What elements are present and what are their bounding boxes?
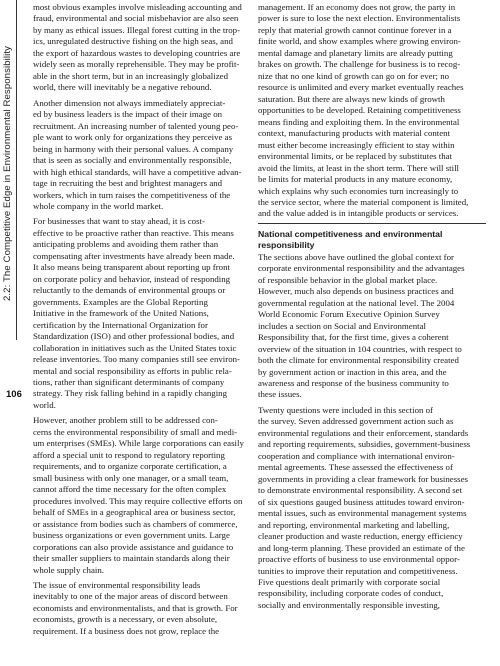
text-line: governments. Examples are the Global Reporting [33, 296, 208, 307]
text-line: on corporate policy and behavior, instead of responding [33, 273, 231, 284]
text-line: governments in providing a clear framework for businesses [258, 473, 468, 484]
text-line: be limits for material products in any mature economy, [258, 174, 453, 185]
text-line: recruitment. An increasing number of talented young peo- [33, 120, 239, 131]
page-number: 106 [6, 389, 22, 400]
text-line: and reporting, environmental marketing and labelling, [258, 519, 450, 530]
text-line: effective to be proactive rather than reactive. This means [33, 227, 234, 238]
text-line: mental issues, such as environmental management systems [258, 508, 467, 519]
text-line: tions, rather than significant determinants of company [33, 377, 225, 387]
section-heading [258, 229, 486, 252]
text-line: and reporting requirements, subsidies, government-business [258, 439, 471, 450]
text-line: The issue of environmental responsibility leads [33, 579, 201, 590]
text-line: mental agreements. These assessed the effectiveness of [258, 462, 453, 473]
text-line: the survey. Seven addressed government action such as [258, 416, 454, 427]
text-line: world, there will inevitably be a negative rebound. [33, 82, 212, 93]
text-line: the service sector, where the material component is limited, [258, 196, 469, 207]
text-line: release inventories. Too many companies still see environ- [33, 354, 240, 365]
text-line: requirement. If a business does not grow, replace the [33, 625, 220, 636]
text-line: corporate environmental responsibility and the advantages [258, 263, 465, 274]
text-line: Initiative in the framework of the United Nations, [33, 308, 209, 319]
text-line: Five questions dealt primarily with corporate social [258, 576, 441, 587]
text-line: environmental regulations and their enforcement, standards [258, 427, 469, 438]
text-line: inevitably to one of the major areas of discord between [33, 591, 228, 602]
text-line: overview of the situation in 104 countries, with respect to [258, 343, 462, 354]
text-line: saturation. But there are always new kinds of growth [258, 93, 445, 104]
text-line: whole company in the world market. [33, 200, 164, 211]
text-line: governmental regulation at the national level. The 2004 [258, 297, 455, 308]
text-line: procedures involved. This may require collective efforts on [33, 495, 243, 506]
text-line: the export of hazardous wastes to developing countries are [33, 47, 241, 58]
text-line: and long-term planning. These provided an estimate of the [258, 542, 465, 553]
text-line: environmental limits, or be replaced by substitutes that [258, 151, 453, 162]
text-line: opportunities to be developed. Retaining competitiveness [258, 105, 461, 116]
text-line: mental and social responsibility as efforts in public rela- [33, 365, 232, 376]
text-line: small business with only one manager, or a small team, [33, 472, 229, 483]
right-column-top-text [258, 2, 486, 220]
text-line: corporations can also provide assistance and guidance to [33, 541, 234, 552]
text-line: or assistance from bodies such as chambers of commerce, [33, 518, 238, 529]
text-line: cleaner production and waste reduction, energy efficiency [258, 531, 463, 542]
running-head [1, 8, 14, 338]
text-line: of responsible behavior in the global market place. [258, 274, 438, 285]
text-line: socially and environmentally responsible investing, [258, 599, 440, 610]
text-line: anticipating problems and avoiding them rather than [33, 239, 219, 250]
right-column-bottom-text [258, 252, 486, 612]
text-line: that is seen as socially and environmentally responsible, [33, 155, 232, 166]
text-line: power is sure to lose the next election. Environmentalists [258, 13, 461, 24]
section-heading-line: National competitiveness and environmental [258, 228, 443, 239]
text-line: requirements, and to organize corporate certification, a [33, 461, 227, 472]
text-line: whole supply chain. [33, 564, 104, 575]
text-line: being in harmony with their personal values. A company [33, 143, 234, 154]
text-line: cannot afford the time necessary for the often complex [33, 484, 227, 495]
text-line: cooperation and compliance with international environ- [258, 450, 455, 461]
text-line: their smaller suppliers to maintain standards along their [33, 553, 230, 564]
text-line: must either become increasingly efficient to stay within [258, 139, 455, 150]
text-line: compensating after investments have already been made. [33, 250, 235, 261]
text-line: able in the short term, but in an increasingly globalized [33, 70, 228, 81]
text-line: Twenty questions were included in this section of [258, 404, 433, 415]
text-line: to demonstrate environmental responsibility. A second set [258, 485, 463, 496]
text-line: by government action or inaction in this area, and the [258, 366, 447, 377]
text-line: ple want to work only for organizations they perceive as [33, 132, 233, 143]
text-line: which explains why such economies turn increasingly to [258, 185, 459, 196]
text-line: includes a section on Social and Environmental [258, 320, 426, 331]
text-line: proactive efforts of business to use environmental oppor- [258, 554, 460, 565]
left-column [33, 2, 245, 637]
text-line: finite world, and show examples where growing environ- [258, 36, 461, 47]
section-divider [258, 223, 486, 224]
text-line: and the value added is in intangible products or services. [258, 208, 459, 219]
text-line: cerns the environmental responsibility of small and medi- [33, 426, 238, 437]
text-line: fraud, environmental and social misbehavior are also seen [33, 13, 239, 24]
text-line: However, much also depends on business practices and [258, 286, 454, 297]
margin-rule [16, 0, 17, 340]
text-line: ics, unregulated destructive fishing on the high seas, and [33, 36, 233, 47]
text-line: tunities to improve their reputation and competitiveness. [258, 565, 458, 576]
text-line: reply that material growth cannot continue forever in a [258, 24, 452, 35]
text-line: both the climate for environmental responsibility created [258, 355, 459, 366]
text-line: tage in recruiting the best and brightest managers and [33, 178, 223, 189]
text-line: by many as ethical issues. Illegal forest cutting in the trop- [33, 24, 241, 35]
text-line: world. [33, 399, 56, 410]
text-line: certification by the International Organization for [33, 319, 208, 330]
text-line: mental damage and planetary limits are already putting [258, 47, 453, 58]
text-line: brakes on growth. The challenge for business is to recog- [258, 59, 461, 70]
text-line: Standardization (ISO) and other professional bodies, and [33, 331, 235, 342]
text-line: means finding and exploiting them. In the environmental [258, 116, 460, 127]
text-line: workers, which in turn raises the competitiveness of the [33, 189, 231, 200]
text-line: afford a special unit to respond to regulatory reporting [33, 449, 225, 460]
running-head-text: 2.2: The Competitive Edge in Environmental Responsibility [2, 45, 13, 301]
text-line: widely seen as morally reprehensible. They may be profit- [33, 59, 240, 70]
text-line: resource is unlimited and every market eventually reaches [258, 82, 464, 93]
right-column [258, 2, 486, 611]
text-line: context, manufacturing products with material content [258, 128, 451, 139]
text-line: with high ethical standards, will have a competitive advan- [33, 166, 242, 177]
text-line: these issues. [258, 389, 302, 400]
text-line: responsibility, including corporate codes of conduct, [258, 588, 444, 599]
section-heading-line: responsibility [258, 240, 315, 251]
text-line: business organizations or even government units. Large [33, 530, 230, 541]
text-line: World Economic Forum Executive Opinion Survey [258, 309, 440, 320]
text-line: ed by business leaders is the impact of their image on [33, 109, 223, 120]
text-line: avoid the limits, at least in the short term. There will still [258, 162, 459, 173]
text-line: collaboration in initiatives such as the United States toxic [33, 342, 237, 353]
text-line: behalf of SMEs in a geographical area or business sector, [33, 507, 236, 518]
text-line: most obvious examples involve misleading accounting and [33, 2, 242, 12]
text-line: However, another problem still to be addressed con- [33, 415, 218, 426]
text-line: strategy. They risk falling behind in a rapidly changing [33, 388, 228, 399]
text-line: It also means being transparent about reporting up front [33, 262, 230, 273]
text-line: management. If an economy does not grow, the party in [258, 2, 456, 12]
text-line: awareness and response of the business community to [258, 378, 449, 388]
text-line: For businesses that want to stay ahead, it is cost- [33, 216, 205, 227]
text-line: Another dimension not always immediately appreciat- [33, 97, 226, 108]
text-line: reluctantly to the demands of environmental groups or [33, 285, 226, 296]
text-line: um enterprises (SMEs). While large corporations can easily [33, 438, 244, 449]
text-line: of six questions gauged business attitudes toward environ- [258, 496, 465, 507]
text-line: economists and environmentalists, and that is growth. For [33, 602, 238, 613]
text-line: Responsibility that, for the first time, gives a coherent [258, 332, 449, 343]
text-line: The sections above have outlined the global context for [258, 251, 454, 262]
text-line: nize that no one kind of growth can go on for ever; no [258, 70, 450, 81]
text-line: economists, growth is a necessary, or even absolute, [33, 614, 218, 625]
